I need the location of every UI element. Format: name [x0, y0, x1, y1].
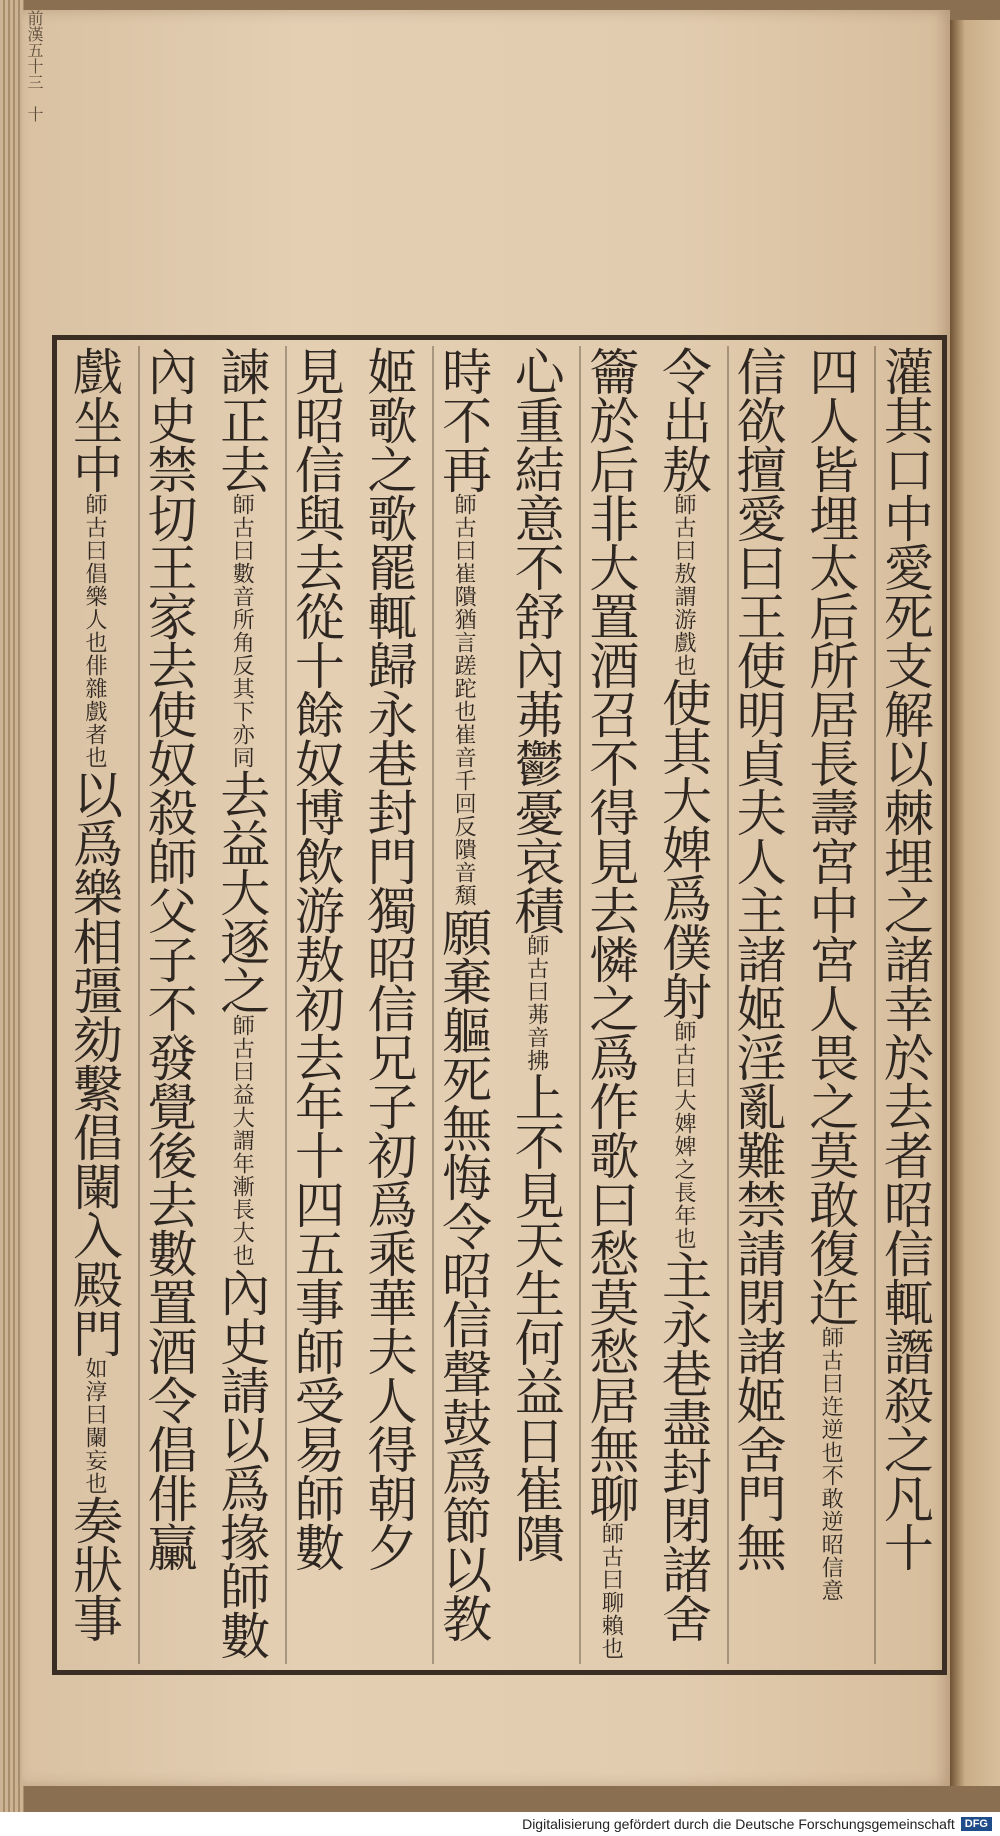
- text-column-1: [874, 346, 934, 1664]
- margin-folio-mark: 前漢五十三 十: [25, 10, 44, 122]
- main-text: 見昭信與去從十餘奴博飲游敖初去年十四五事師受易師數: [286, 346, 345, 1571]
- main-text: 內史禁切王家去使奴殺師父子不發覺後去數置酒令倡俳臝: [139, 346, 198, 1571]
- main-text: 四人皆埋太后所居長壽宮中宮人畏之莫敢復迕: [801, 346, 860, 1326]
- dfg-logo-badge: DFG: [961, 1817, 992, 1831]
- main-text: 令出敖: [654, 346, 712, 493]
- commentary-note: 師古曰聊賴也: [598, 1522, 624, 1660]
- main-text: 姬歌之歌罷輒歸永巷封門獨昭信兄子初爲乘華夫人得朝夕: [359, 346, 418, 1571]
- main-text: 奏狀事: [65, 1495, 123, 1642]
- main-text: 去益大逐之: [212, 769, 271, 1014]
- text-column-10: [212, 346, 270, 1664]
- commentary-note: 師古曰倡樂人也俳雜戲者也: [82, 493, 107, 769]
- text-column-4: [654, 346, 712, 1664]
- text-column-5: [579, 346, 639, 1664]
- text-column-3: [727, 346, 787, 1664]
- text-frame: [52, 335, 947, 1675]
- footer-credit-text: Digitalisierung gefördert durch die Deutsche Forschungsgemeinschaft: [522, 1816, 955, 1832]
- text-column-2: [801, 346, 859, 1664]
- text-column-12: [65, 346, 123, 1664]
- commentary-note: 師古曰茀音拂: [523, 934, 549, 1072]
- commentary-note: 師古曰敖謂游戲也: [671, 493, 696, 677]
- main-text: 時不再: [434, 346, 493, 493]
- commentary-note: 師古曰益大謂年漸長大也: [229, 1014, 255, 1267]
- main-text: 以爲樂相彊劾繫倡闌入殿門: [65, 769, 123, 1357]
- text-columns: [65, 346, 934, 1664]
- commentary-note: 師古曰數音所角反其下亦同: [229, 493, 255, 769]
- text-column-6: [507, 346, 565, 1664]
- text-column-7: [432, 346, 492, 1664]
- main-text: 心重結意不舒內茀鬱憂哀積: [506, 346, 565, 934]
- commentary-note: 如淳曰闌妄也: [82, 1357, 107, 1495]
- text-column-11: [138, 346, 198, 1664]
- main-text: 內史請以爲掾師數: [212, 1267, 271, 1659]
- main-text: 籥於后非大置酒召不得見去憐之爲作歌曰愁莫愁居無聊: [581, 346, 640, 1522]
- text-column-8: [360, 346, 418, 1664]
- book-page: [22, 10, 950, 1786]
- main-text: 願棄軀死無悔令昭信聲鼓爲節以教: [434, 907, 493, 1642]
- main-text: 主永巷盡封閉諸舍: [654, 1250, 712, 1642]
- main-text: 諫正去: [212, 346, 271, 493]
- main-text: 信欲擅愛曰王使明貞夫人主諸姬淫亂難禁請閉諸姬舍門無: [728, 346, 787, 1571]
- book-page-edges: [0, 0, 24, 1836]
- main-text: 上不見天生何益日崔隤: [506, 1072, 565, 1562]
- main-text: 灌其口中愛死支解以棘埋之諸幸於去者昭信輒譖殺之凡十: [875, 346, 934, 1571]
- commentary-note: 師古曰大婢婢之長年也: [671, 1020, 696, 1250]
- main-text: 戲坐中: [65, 346, 123, 493]
- adjacent-page-edge: [950, 20, 1000, 1786]
- digitization-footer: [0, 1812, 1000, 1836]
- main-text: 使其大婢爲僕射: [654, 677, 712, 1020]
- commentary-note: 師古曰崔隤猶言蹉跎也崔音千回反隤音頽: [451, 493, 477, 907]
- text-column-9: [285, 346, 345, 1664]
- commentary-note: 師古曰迕逆也不敢逆昭信意: [818, 1326, 844, 1602]
